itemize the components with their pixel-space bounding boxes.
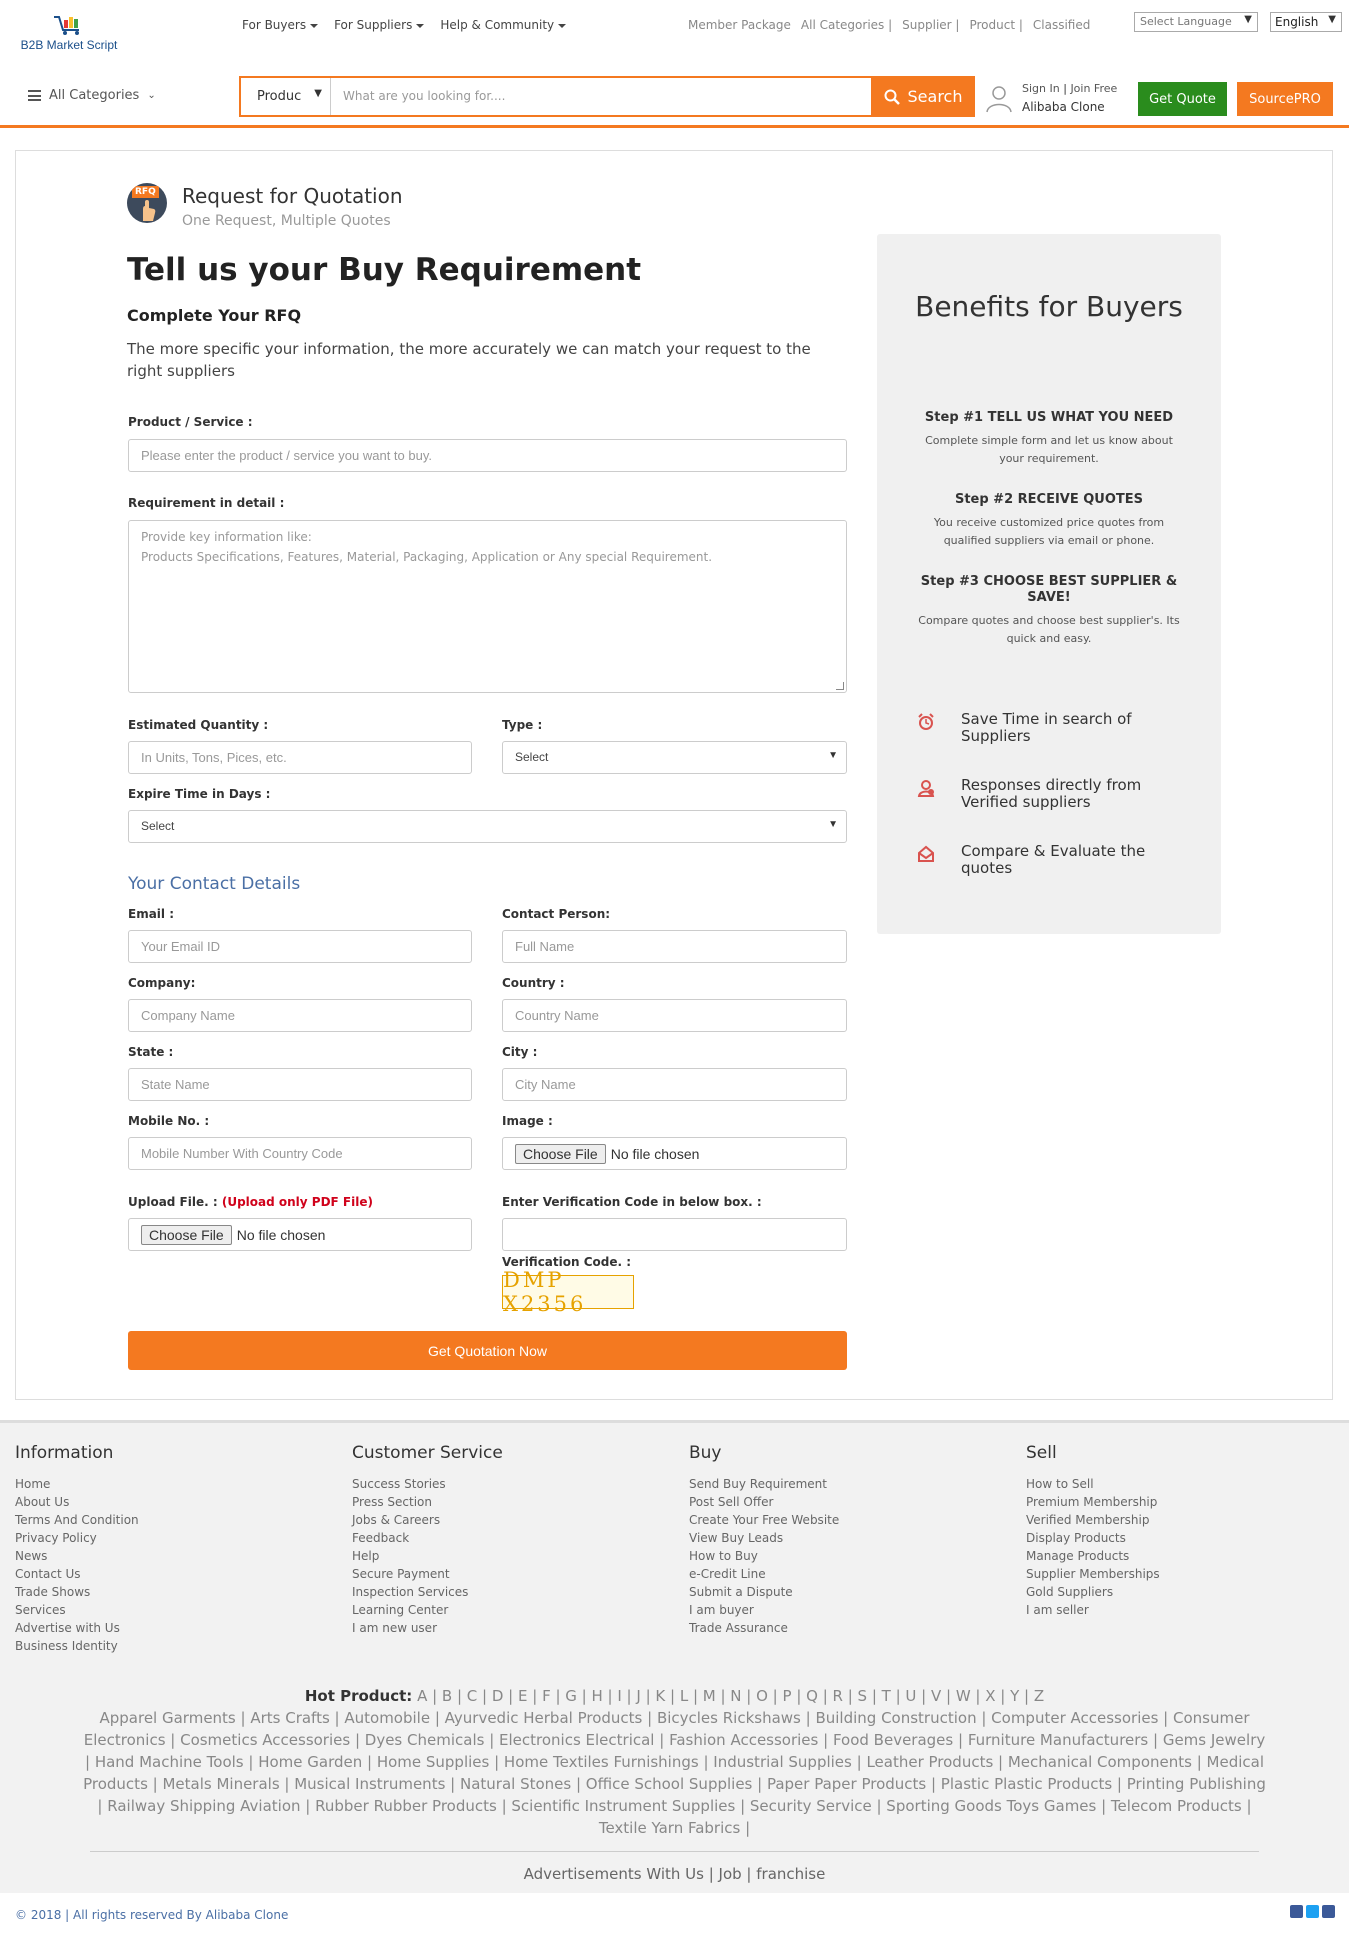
perk-save-time [917,711,1151,745]
contact-details-heading: Your Contact Details [128,874,301,894]
image-choose-file-button[interactable]: Choose File [515,1144,606,1164]
join-free-link[interactable]: Join Free [1070,82,1118,95]
footer-link[interactable]: Secure Payment [352,1567,450,1581]
footer-link[interactable]: How to Buy [689,1549,758,1563]
image-label: Image : [502,1114,553,1128]
perk-text: Responses directly from Verified suppliers [961,776,1142,811]
footer-link[interactable]: Privacy Policy [15,1531,97,1545]
footer-column-customer-service [352,1443,652,1637]
footer-link[interactable]: Display Products [1026,1531,1126,1545]
type-label: Type : [502,718,543,732]
footer-link[interactable]: Supplier Memberships [1026,1567,1160,1581]
company-label: Company: [128,976,196,990]
hot-product-label: Hot Product: [304,1687,413,1705]
link-product[interactable]: Product | [969,18,1023,32]
footer-ads-links[interactable]: Advertisements With Us | Job | franchise [523,1865,826,1883]
footer-link[interactable]: Trade Assurance [689,1621,788,1635]
language-dropdown[interactable] [1270,12,1342,32]
alarm-clock-icon [917,713,935,731]
get-quote-button[interactable]: Get Quote [1138,82,1227,116]
mobile-label: Mobile No. : [128,1114,210,1128]
requirement-label: Requirement in detail : [128,496,285,510]
contact-person-label: Contact Person: [502,907,611,921]
state-input[interactable]: State Name [128,1068,472,1101]
nav-for-suppliers[interactable] [334,18,424,32]
search-type-select[interactable] [241,78,331,115]
quantity-input[interactable]: In Units, Tons, Pices, etc. [128,741,472,774]
verified-user-icon [917,779,935,797]
footer-link[interactable]: Verified Membership [1026,1513,1150,1527]
product-input[interactable]: Please enter the product / service you want to buy. [128,439,847,472]
benefits-panel [877,234,1221,934]
link-classified[interactable]: Classified [1032,18,1091,32]
caret-down-icon [416,24,424,28]
footer-link[interactable]: About Us [15,1495,70,1509]
user-name[interactable]: Alibaba Clone [1022,100,1105,114]
verification-input-label: Enter Verification Code in below box. : [502,1195,762,1209]
search-button[interactable] [871,76,975,117]
verification-code-input[interactable] [502,1218,847,1251]
verification-code-label: Verification Code. : [502,1255,632,1269]
site-logo[interactable] [14,14,124,52]
dropdown-arrow-icon: ▼ [828,819,838,830]
footer-link[interactable]: I am seller [1026,1603,1089,1617]
step-desc: You receive customized price quotes from qualified suppliers via email or phone. [933,516,1165,547]
footer-link[interactable]: Submit a Dispute [689,1585,793,1599]
step-desc: Complete simple form and let us know about your requirement. [925,434,1173,465]
upload-choose-file-button[interactable]: Choose File [141,1225,232,1245]
expire-select-value: Select [141,819,175,833]
footer-column-buy [689,1443,989,1637]
nav-label: For Suppliers [334,18,413,32]
copyright-bar [0,1893,1349,1939]
search-type-value: Produc [257,89,302,104]
copyright-text: © 2018 | All rights reserved By Alibaba Clone [15,1908,289,1922]
footer-link[interactable]: News [15,1549,48,1563]
expire-select[interactable] [128,810,847,843]
footer-link[interactable]: Gold Suppliers [1026,1585,1114,1599]
expire-label: Expire Time in Days : [128,787,271,801]
footer-link[interactable]: Create Your Free Website [689,1513,840,1527]
link-all-categories[interactable]: All Categories | [800,18,893,32]
caret-down-icon [310,24,318,28]
hand-icon [137,199,159,221]
intro-text: The more specific your information, the more accurately we can match your request to the right suppliers [127,340,811,380]
page-title: Tell us your Buy Requirement [127,252,642,288]
chevron-down-icon: ⌄ [147,90,156,101]
sourcepro-button[interactable]: SourcePRO [1237,82,1333,116]
dropdown-arrow-icon: ▼ [314,88,322,99]
footer-divider [90,1851,1259,1852]
mobile-input[interactable]: Mobile Number With Country Code [128,1137,472,1170]
quantity-label: Estimated Quantity : [128,718,269,732]
all-categories-menu[interactable] [28,88,156,103]
email-input[interactable]: Your Email ID [128,930,472,963]
image-file-status: No file chosen [610,1145,700,1162]
upload-file-label-text: Upload File. : [128,1195,218,1209]
search-icon [884,89,900,105]
benefit-step-3 [917,574,1181,648]
footer-link[interactable]: Home [15,1477,51,1491]
upload-file-note: (Upload only PDF File) [221,1195,373,1209]
envelope-open-icon [917,845,935,863]
hot-product-letters[interactable]: A | B | C | D | E | F | G | H | I | J | K | L | M | N | O | P | Q | R | S | T | U | V | W | X | Y | Z [417,1687,1045,1705]
type-select-value: Select [515,750,549,764]
contact-person-input[interactable]: Full Name [502,930,847,963]
top-links [688,18,1090,32]
footer-link[interactable]: Send Buy Requirement [689,1477,827,1491]
city-input[interactable]: City Name [502,1068,847,1101]
link-supplier[interactable]: Supplier | [902,18,960,32]
company-input[interactable]: Company Name [128,999,472,1032]
requirement-textarea[interactable] [128,520,847,693]
upload-file-input [128,1218,472,1251]
footer-link[interactable]: Inspection Services [352,1585,469,1599]
search-button-label: Search [907,87,963,106]
hot-products [80,1685,1269,1839]
footer-column-title: Sell [1026,1443,1057,1463]
select-language-dropdown[interactable] [1134,12,1258,32]
rfq-title: Request for Quotation [182,184,403,208]
all-categories-label: All Categories [49,88,140,103]
footer [0,1420,1349,1936]
product-label: Product / Service : [128,415,253,429]
step-title: Step #1 TELL US WHAT YOU NEED [924,410,1174,425]
rfq-subtitle: One Request, Multiple Quotes [182,213,391,229]
social-links [1290,1905,1335,1918]
footer-column-title: Buy [689,1443,722,1463]
email-label: Email : [128,907,175,921]
footer-link[interactable]: Manage Products [1026,1549,1130,1563]
upload-file-label [128,1195,373,1209]
top-nav [242,18,566,32]
search-box [239,76,975,117]
nav-for-buyers[interactable] [242,18,318,32]
footer-link[interactable]: Premium Membership [1026,1495,1158,1509]
footer-link[interactable]: Terms And Condition [15,1513,139,1527]
rfq-icon [127,183,167,223]
footer-link[interactable]: I am buyer [689,1603,754,1617]
type-select[interactable] [502,741,847,774]
footer-link[interactable]: Feedback [352,1531,410,1545]
nav-label: For Buyers [242,18,307,32]
city-label: City : [502,1045,538,1059]
dropdown-arrow-icon: ▼ [828,750,838,761]
footer-link[interactable]: Services [15,1603,66,1617]
footer-column-title: Information [15,1443,114,1463]
language-label: English [1275,15,1319,29]
dropdown-arrow-icon: ▼ [1244,14,1252,25]
nav-help-community[interactable] [440,18,566,32]
nav-label: Help & Community [440,18,555,32]
step-desc: Compare quotes and choose best supplier's. Its quick and easy. [918,614,1180,645]
account-area: Sign In | Join Free Alibaba Clone [984,80,1117,116]
footer-link[interactable]: Help [352,1549,380,1563]
cart-logo-icon [52,14,86,36]
select-language-label: Select Language [1140,15,1232,28]
footer-link[interactable]: I am new user [352,1621,438,1635]
resize-handle-icon[interactable] [836,682,844,690]
hamburger-icon [28,90,41,101]
requirement-placeholder-line-2: Products Specifications, Features, Material, Packaging, Application or Any special Requirement. [141,550,713,564]
footer-link[interactable]: Contact Us [15,1567,81,1581]
footer-link[interactable]: View Buy Leads [689,1531,784,1545]
footer-link[interactable]: Post Sell Offer [689,1495,774,1509]
youtube-icon[interactable] [1322,1905,1335,1918]
footer-link[interactable]: Success Stories [352,1477,446,1491]
dropdown-arrow-icon: ▼ [1328,14,1336,25]
captcha-image: DMP X2356 [502,1275,634,1309]
get-quotation-now-button[interactable]: Get Quotation Now [128,1331,847,1370]
country-label: Country : [502,976,565,990]
step-title: Step #3 CHOOSE BEST SUPPLIER & SAVE! [920,574,1178,605]
footer-link[interactable]: e-Credit Line [689,1567,766,1581]
step-title: Step #2 RECEIVE QUOTES [954,492,1144,507]
facebook-icon[interactable] [1290,1905,1303,1918]
upload-file-status: No file chosen [236,1226,326,1243]
sign-in-link[interactable]: Sign In [1022,82,1060,95]
user-icon [984,83,1014,113]
footer-link[interactable]: Jobs & Careers [352,1513,441,1527]
caret-down-icon [558,24,566,28]
perk-text: Save Time in search of Suppliers [961,710,1132,745]
footer-column-information [15,1443,315,1655]
state-label: State : [128,1045,174,1059]
country-input[interactable]: Country Name [502,999,847,1032]
footer-link[interactable]: How to Sell [1026,1477,1094,1491]
benefit-step-1 [917,410,1181,468]
footer-column-sell [1026,1443,1326,1619]
twitter-icon[interactable] [1306,1905,1319,1918]
perk-verified-suppliers [917,777,1151,811]
section-subtitle: Complete Your RFQ [127,306,302,325]
rfq-icon-tag: RFQ [132,186,159,198]
footer-link[interactable]: Press Section [352,1495,432,1509]
footer-link[interactable]: Business Identity [15,1639,118,1653]
footer-link[interactable]: Trade Shows [15,1585,91,1599]
perk-compare-quotes [917,843,1151,877]
footer-link[interactable]: Advertise with Us [15,1621,120,1635]
benefit-step-2 [917,492,1181,550]
benefits-title: Benefits for Buyers [915,290,1183,323]
logo-text: B2B Market Script [20,38,118,52]
hot-product-categories[interactable]: Apparel Garments | Arts Crafts | Automobile | Ayurvedic Herbal Products | Bicycles Rickshaws | Building Construction | Computer Accessories | Consumer Electronics | Cosmetics Accessories | Dyes Chemicals | Electronics Electrical | Fashion Accessories | Food Beverages | Furniture Manufacturers | Gems Jewelry | Hand Machine Tools | Home Garden | Home Supplies | Home Textiles Furnishings | Industrial Supplies | Leather Products | Mechanical Components | Medical Products | Metals Minerals | Musical Instruments | Natural Stones | Office School Supplies | Paper Paper Products | Plastic Plastic Products | Printing Publishing | Railway Shipping Aviation | Rubber Rubber Products | Scientific Instrument Supplies | Security Service | Sporting Goods Toys Games | Telecom Products | Textile Yarn Fabrics | [83,1709,1266,1837]
search-input[interactable]: What are you looking for.... [343,89,506,103]
link-member-package[interactable]: Member Package [688,18,791,32]
image-file-input [502,1137,847,1170]
footer-column-title: Customer Service [352,1443,503,1463]
footer-link[interactable]: Learning Center [352,1603,449,1617]
perk-text: Compare & Evaluate the quotes [961,842,1146,877]
header [0,0,1349,128]
requirement-placeholder-line-1: Provide key information like: [141,530,312,544]
